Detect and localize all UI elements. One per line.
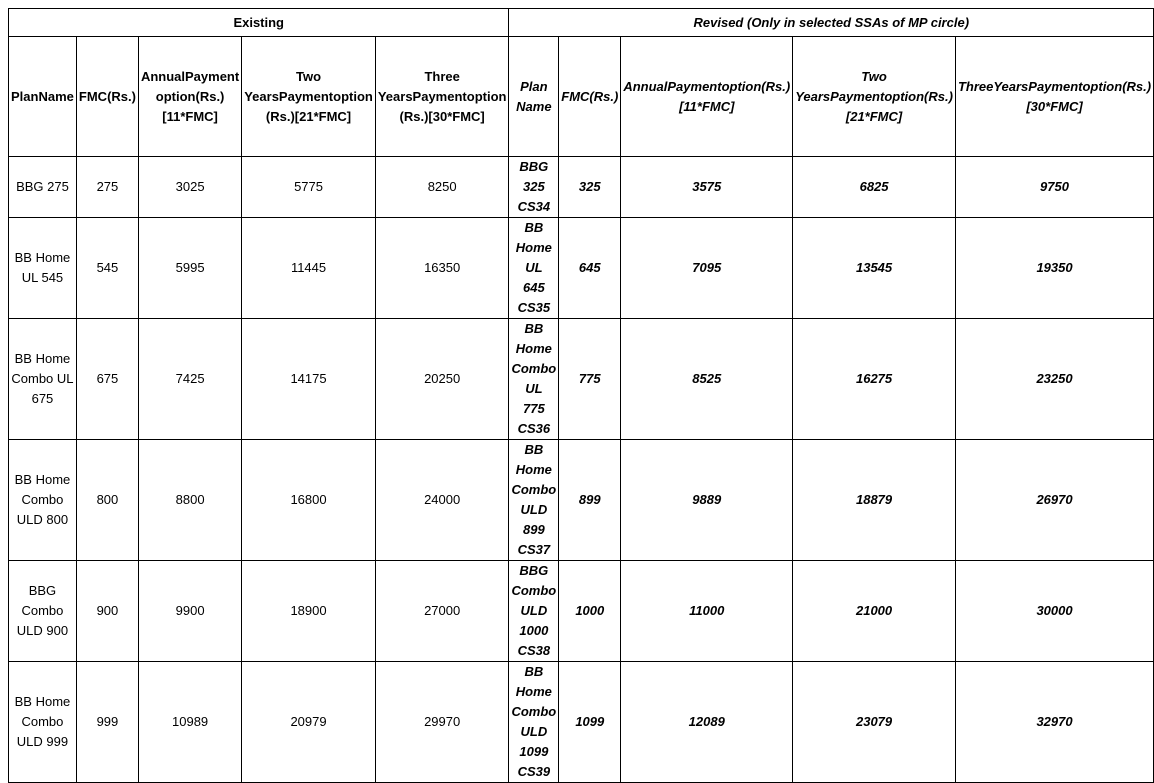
revised-plan-name-line: BBG Combo xyxy=(511,563,557,598)
revised-plan-name-line: CS38 xyxy=(517,643,551,658)
revised-fmc: 899 xyxy=(559,440,621,561)
existing-plan-name xyxy=(9,218,77,319)
existing-plan-name xyxy=(9,319,77,440)
header-revised-three-years-payment-line: Three xyxy=(957,78,994,94)
existing-fmc: 800 xyxy=(76,440,138,561)
existing-annual: 9900 xyxy=(138,561,241,662)
existing-three-years: 16350 xyxy=(375,218,509,319)
existing-annual: 7425 xyxy=(138,319,241,440)
existing-plan-name-line: ULD 999 xyxy=(16,734,69,749)
existing-annual: 5995 xyxy=(138,218,241,319)
revised-plan-name-line: Combo ULD xyxy=(511,704,557,739)
existing-fmc: 999 xyxy=(76,662,138,783)
existing-annual: 3025 xyxy=(138,157,241,218)
existing-two-years: 11445 xyxy=(242,218,376,319)
header-revised-annual-payment xyxy=(621,37,793,157)
existing-three-years: 8250 xyxy=(375,157,509,218)
revised-plan-name-line: BB Home xyxy=(515,321,552,356)
existing-plan-name-line: ULD 900 xyxy=(16,623,69,638)
header-revised-two-years-payment-line: (Rs.) xyxy=(924,88,953,104)
revised-plan-name-line: BB Home UL xyxy=(515,220,552,275)
table-row xyxy=(9,319,1154,440)
header-existing-fmc xyxy=(76,37,138,157)
revised-two-years: 6825 xyxy=(793,157,956,218)
header-existing-two-years-payment-line: Two Years xyxy=(244,68,322,104)
header-existing-three-years-payment-line: option (Rs.) xyxy=(399,88,507,124)
header-row xyxy=(9,37,1154,157)
existing-plan-name-line: ULD 800 xyxy=(16,512,69,527)
existing-plan-name xyxy=(9,440,77,561)
revised-three-years: 9750 xyxy=(955,157,1153,218)
header-existing-annual-payment-line: (Rs.) [11*FMC] xyxy=(162,88,225,124)
group-revised: Revised (Only in selected SSAs of MP circle) xyxy=(509,9,1154,37)
existing-plan-name-line: Combo xyxy=(21,603,64,618)
existing-two-years: 5775 xyxy=(242,157,376,218)
header-revised-fmc-line: FMC xyxy=(561,88,590,104)
revised-annual: 7095 xyxy=(621,218,793,319)
header-revised-fmc xyxy=(559,37,621,157)
table-row xyxy=(9,440,1154,561)
header-revised-plan-name xyxy=(509,37,559,157)
header-revised-three-years-payment-line: Payment xyxy=(1028,78,1083,94)
header-revised-two-years-payment-line: Two Years xyxy=(795,68,887,104)
revised-three-years: 26970 xyxy=(955,440,1153,561)
revised-two-years: 23079 xyxy=(793,662,956,783)
revised-plan-name-line: BB Home xyxy=(515,664,552,699)
existing-plan-name-line: Combo xyxy=(21,492,64,507)
table-row xyxy=(9,218,1154,319)
header-existing-plan-name xyxy=(9,37,77,157)
header-existing-three-years-payment-line: Payment xyxy=(412,88,467,104)
revised-plan-name-line: 775 CS36 xyxy=(517,401,551,436)
revised-plan-name xyxy=(509,319,559,440)
revised-plan-name xyxy=(509,157,559,218)
header-existing-two-years-payment-line: Payment xyxy=(278,88,334,104)
header-revised-two-years-payment-line: Payment xyxy=(830,88,885,104)
header-existing-three-years-payment-line: [30*FMC] xyxy=(428,108,485,124)
header-existing-plan-name-line: Plan xyxy=(11,88,39,104)
header-existing-two-years-payment xyxy=(242,37,376,157)
existing-plan-name xyxy=(9,561,77,662)
header-revised-two-years-payment-line: option xyxy=(884,88,925,104)
header-existing-two-years-payment-line: option (Rs.) xyxy=(265,88,373,124)
existing-two-years: 18900 xyxy=(242,561,376,662)
revised-annual: 3575 xyxy=(621,157,793,218)
revised-annual: 9889 xyxy=(621,440,793,561)
existing-plan-name-line: 675 xyxy=(31,391,54,406)
revised-fmc: 645 xyxy=(559,218,621,319)
existing-three-years: 29970 xyxy=(375,662,509,783)
revised-fmc: 325 xyxy=(559,157,621,218)
plan-comparison-table xyxy=(8,8,1154,783)
header-existing-annual-payment xyxy=(138,37,241,157)
header-existing-three-years-payment-line: Three Years xyxy=(377,68,460,104)
revised-plan-name xyxy=(509,218,559,319)
revised-two-years: 16275 xyxy=(793,319,956,440)
existing-two-years: 20979 xyxy=(242,662,376,783)
header-revised-three-years-payment-line: Years xyxy=(993,78,1029,94)
revised-plan-name-line: 899 CS37 xyxy=(517,522,551,557)
revised-two-years: 21000 xyxy=(793,561,956,662)
existing-fmc: 545 xyxy=(76,218,138,319)
existing-plan-name-line: BB Home xyxy=(14,250,71,265)
revised-plan-name-line: 645 CS35 xyxy=(517,280,551,315)
header-existing-annual-payment-line: Payment option xyxy=(155,68,240,104)
table-body xyxy=(9,157,1154,783)
revised-annual: 8525 xyxy=(621,319,793,440)
header-revised-annual-payment-line: option xyxy=(721,78,762,94)
header-existing-three-years-payment xyxy=(375,37,509,157)
revised-plan-name xyxy=(509,440,559,561)
revised-plan-name xyxy=(509,561,559,662)
header-revised-plan-name-line: Plan Name xyxy=(516,78,552,114)
existing-plan-name-line: BBG xyxy=(28,583,57,598)
table-row xyxy=(9,662,1154,783)
revised-two-years: 18879 xyxy=(793,440,956,561)
revised-three-years: 23250 xyxy=(955,319,1153,440)
existing-fmc: 675 xyxy=(76,319,138,440)
revised-three-years: 32970 xyxy=(955,662,1153,783)
existing-two-years: 16800 xyxy=(242,440,376,561)
header-revised-two-years-payment-line: [21*FMC] xyxy=(845,108,903,124)
existing-three-years: 27000 xyxy=(375,561,509,662)
existing-plan-name-line: BBG 275 xyxy=(16,179,69,194)
header-revised-annual-payment-line: (Rs.) xyxy=(761,78,791,94)
existing-plan-name-line: BB Home xyxy=(14,351,71,366)
revised-plan-name-line: BBG 325 CS34 xyxy=(517,159,551,214)
header-existing-fmc-line: FMC xyxy=(78,88,108,104)
existing-plan-name-line: UL 545 xyxy=(21,270,64,285)
header-existing-fmc-line: (Rs.) xyxy=(107,88,136,104)
existing-plan-name-line: Combo xyxy=(21,714,64,729)
revised-plan-name xyxy=(509,662,559,783)
revised-annual: 12089 xyxy=(621,662,793,783)
revised-plan-name-line: Combo ULD xyxy=(511,482,557,517)
existing-three-years: 24000 xyxy=(375,440,509,561)
header-existing-two-years-payment-line: [21*FMC] xyxy=(294,108,352,124)
header-revised-two-years-payment xyxy=(793,37,956,157)
revised-plan-name-line: BB Home xyxy=(515,442,552,477)
table-row xyxy=(9,561,1154,662)
existing-fmc: 275 xyxy=(76,157,138,218)
table-row xyxy=(9,157,1154,218)
existing-fmc: 900 xyxy=(76,561,138,662)
existing-three-years: 20250 xyxy=(375,319,509,440)
existing-annual: 8800 xyxy=(138,440,241,561)
revised-plan-name-line: Combo UL xyxy=(511,361,557,396)
header-revised-annual-payment-line: Payment xyxy=(667,78,722,94)
existing-annual: 10989 xyxy=(138,662,241,783)
header-existing-plan-name-line: Name xyxy=(38,88,74,104)
existing-plan-name-line: Combo UL xyxy=(11,371,74,386)
revised-annual: 11000 xyxy=(621,561,793,662)
header-revised-fmc-line: (Rs.) xyxy=(589,88,619,104)
header-revised-three-years-payment xyxy=(955,37,1153,157)
existing-plan-name-line: BB Home xyxy=(14,472,71,487)
existing-plan-name xyxy=(9,157,77,218)
revised-fmc: 1099 xyxy=(559,662,621,783)
revised-three-years: 30000 xyxy=(955,561,1153,662)
header-revised-three-years-payment-line: option xyxy=(1082,78,1123,94)
header-revised-annual-payment-line: [11*FMC] xyxy=(679,98,735,114)
group-existing: Existing xyxy=(9,9,509,37)
revised-plan-name-line: 1099 CS39 xyxy=(517,744,551,779)
existing-plan-name xyxy=(9,662,77,783)
existing-plan-name-line: BB Home xyxy=(14,694,71,709)
revised-three-years: 19350 xyxy=(955,218,1153,319)
header-revised-annual-payment-line: Annual xyxy=(623,78,668,94)
revised-fmc: 775 xyxy=(559,319,621,440)
existing-two-years: 14175 xyxy=(242,319,376,440)
revised-two-years: 13545 xyxy=(793,218,956,319)
revised-plan-name-line: ULD 1000 xyxy=(519,603,549,638)
header-revised-three-years-payment-line: (Rs.) xyxy=(1122,78,1152,94)
header-existing-annual-payment-line: Annual xyxy=(140,68,186,84)
header-revised-three-years-payment-line: [30*FMC] xyxy=(1026,98,1083,114)
revised-fmc: 1000 xyxy=(559,561,621,662)
